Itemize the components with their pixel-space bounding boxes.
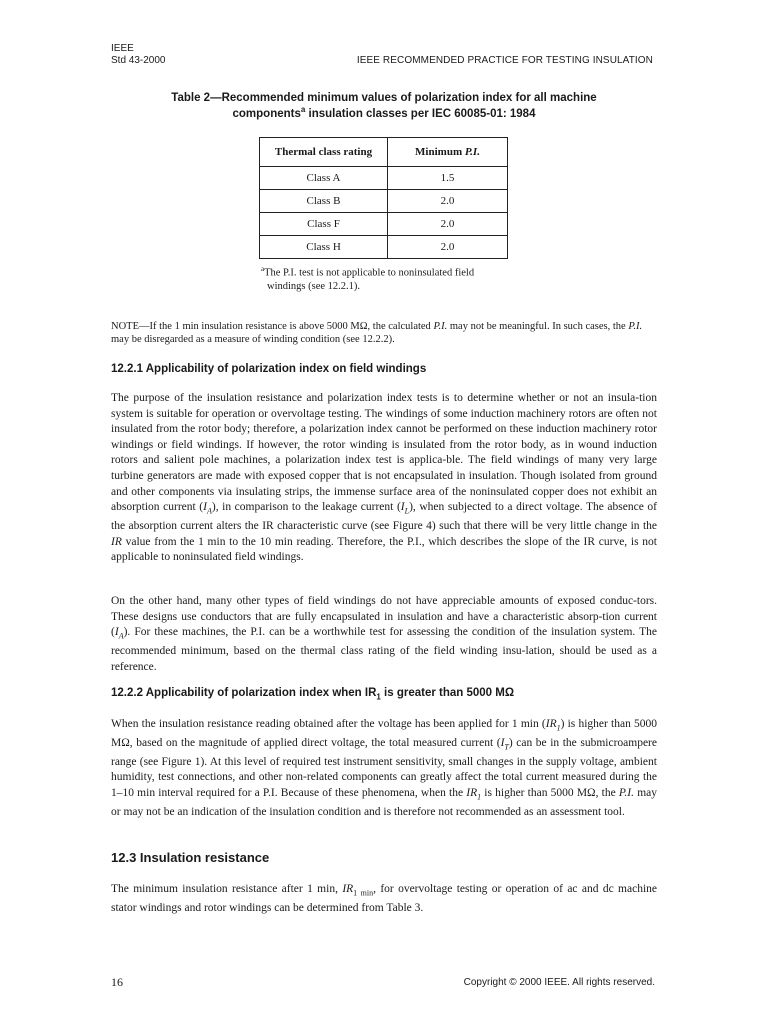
cell-pi: 2.0	[388, 190, 508, 213]
table-2-caption	[111, 90, 657, 122]
header-std-number: Std 43-2000	[111, 55, 166, 66]
body-paragraph: When the insulation resistance reading obtained after the voltage has been applied for 1 $\min (IR_1)$ is higher than 5000 MΩ, based on the magnitude of applied direct voltage, the total measured current $(I_T)$ can be in the submicroampere range (see Figure 1). At this level of required test instrument sensitivity, small changes in the supply voltage, ambient humidity, test connections, and other non-related components can greatly affect the total current measured during the 1–10 min interval required for a P.I. Because of these phenomena, when the $IR_1$ is higher than 5000 MΩ, the P.I. may or may not be an indication of the insulation condition and is therefore not recommended as an assessment tool.	[111, 718, 657, 818]
section-heading-12-2-1: 12.2.1 Applicability of polarization index on field windings	[111, 363, 427, 375]
table-2-caption-line1: Table 2—Recommended minimum values of polarization index for all machine	[171, 92, 597, 104]
footnote-ref: a	[300, 105, 306, 115]
cell-class: Class B	[260, 190, 388, 213]
section-heading-12-3: 12.3 Insulation resistance	[111, 850, 270, 865]
table-2-caption-line2: components$^a$ insulation classes per IEC 60085-01: 1984	[232, 105, 536, 120]
cell-class: Class A	[260, 167, 388, 190]
footnote-mark: a	[261, 265, 265, 273]
table-row	[260, 190, 508, 213]
section-heading-12-2-2: 12.2.2 Applicability of polarization index when $IR_1$ is greater than 5000 MΩ	[111, 687, 515, 702]
table-row	[260, 213, 508, 236]
page-number: 16	[111, 975, 123, 989]
body-paragraph: On the other hand, many other types of field windings do not have appreciable amounts of exposed conduc-tors. These designs use conductors that are fully encapsulated in insulation and have a characteristic absorp-tion current $(I_A)$. For these machines, the P.I. can be a worthwhile test for assessing the condition of the insulation system. The recommended minimum, based on the thermal class rating of the field winding insu-lation, should be used as a reference.	[111, 595, 657, 673]
header-org: IEEE	[111, 43, 134, 54]
polarization-index-table	[259, 137, 508, 259]
running-header-title: IEEE RECOMMENDED PRACTICE FOR TESTING INSULATION	[356, 55, 653, 66]
cell-class: Class H	[260, 236, 388, 259]
cell-pi: 2.0	[388, 213, 508, 236]
body-paragraph: The minimum insulation resistance after 1 min, $IR_{1 min}$, for overvoltage testing or operation of ac and dc machine stator windings and rotor windings can be determined from Table 3.	[111, 883, 657, 914]
table-row	[260, 236, 508, 259]
running-header-left	[111, 43, 166, 67]
body-paragraph: The purpose of the insulation resistance and polarization index tests is to determine whether or not an insula-tion system is suitable for operation or overvoltage testing. The windings of some induction machinery rotors are often not insulated from the rotor body; therefore, a polarization index cannot be performed on these induction machinery rotor windings or field windings. If however, the rotor winding is insulated from the rotor body, as in wound induction rotors and salient pole machines, a polarization index test is applica-ble. The field windings of many very large turbine generators are made with exposed copper that is not encapsulated in insulation. Though isolated from ground and other components via insulating strips, the immense surface area of the noninsulated copper does not exhibit an absorption current $(I_A)$, in comparison to the leakage current $(I_L)$, when subjected to a direct voltage. The absence of the absorption current alters the IR characteristic curve (see Figure 4) such that there will be very little change in the IR value from the 1 min to the 10 min reading. Therefore, the P.I., which describes the slope of the IR curve, is not applicable to noninsulated field windings.	[111, 392, 657, 564]
cell-class: Class F	[260, 213, 388, 236]
cell-pi: 1.5	[388, 167, 508, 190]
column-header-thermal-class: Thermal class rating	[260, 138, 388, 167]
column-header-minimum-pi: Minimum P.I.	[388, 138, 508, 167]
note-paragraph: NOTE—If the 1 min insulation resistance is above 5000 MΩ, the calculated P.I. may not be meaningful. In such cases, the P.I. may be disregarded as a measure of winding condition (see 12.2.2).	[111, 321, 643, 345]
table-footnote: $^a$The P.I. test is not applicable to noninsulated field windings (see 12.2.1).	[261, 265, 475, 292]
table-row	[260, 167, 508, 190]
table-header-row	[260, 138, 508, 167]
copyright-notice: Copyright © 2000 IEEE. All rights reserved.	[463, 977, 655, 988]
cell-pi: 2.0	[388, 236, 508, 259]
